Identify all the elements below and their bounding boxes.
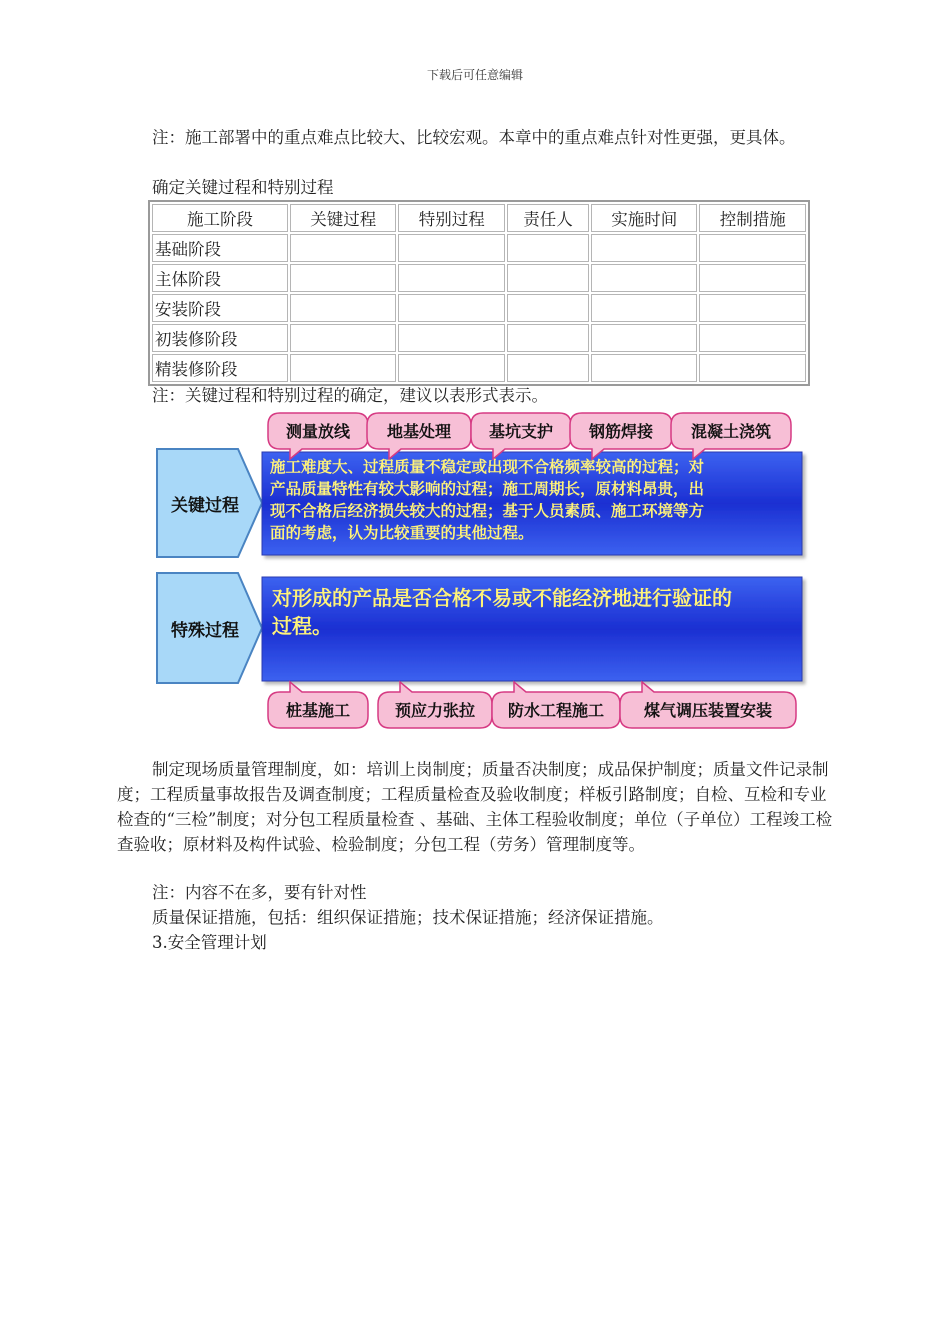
table-header-cell: 责任人 xyxy=(507,204,589,232)
key-process-description-line: 面的考虑，认为比较重要的其他过程。 xyxy=(270,524,534,542)
process-tag-label: 预应力张拉 xyxy=(394,701,476,720)
stage-name-cell: 主体阶段 xyxy=(152,264,288,292)
process-tag-bubble xyxy=(268,682,368,728)
table-header-cell: 实施时间 xyxy=(591,204,697,232)
key-process-arrow xyxy=(157,449,262,557)
stage-name-cell: 精装修阶段 xyxy=(152,354,288,382)
process-tag-label: 混凝土浇筑 xyxy=(690,422,772,441)
quality-system-paragraph: 制定现场质量管理制度，如：培训上岗制度；质量否决制度；成品保护制度；质量文件记录制度；工程质量事故报告及调查制度；工程质量检查及验收制度；样板引路制度；自检、互检和专业检查的“三检”制度；对分包工程质量检查 、基础、主体工程验收制度；单位（子单位）工程竣工检查验收；原材料及构件试验、检验制度；分包工程（劳务）管理制度等。 xyxy=(117,760,833,854)
page-header: 下载后可任意编辑 xyxy=(426,68,523,82)
key-process-description-line: 产品质量特性有较大影响的过程；施工周期长，原材料昂贵，出 xyxy=(270,480,705,498)
key-process-description-line: 现不合格后经济损失较大的过程；基于人员素质、施工环境等方 xyxy=(270,502,705,520)
table-title: 确定关键过程和特别过程 xyxy=(152,178,334,197)
process-tag-label: 钢筋焊接 xyxy=(588,422,654,441)
process-tag-bubble xyxy=(492,682,620,728)
special-process-arrow xyxy=(157,573,262,683)
table-header-cell: 特别过程 xyxy=(398,204,504,232)
key-process-description-line: 施工难度大、过程质量不稳定或出现不合格频率较高的过程；对 xyxy=(270,458,705,476)
quality-measures: 质量保证措施，包括：组织保证措施；技术保证措施；经济保证措施。 xyxy=(152,908,664,927)
process-tag-label: 煤气调压装置安装 xyxy=(643,701,773,720)
table-header-cell: 关键过程 xyxy=(290,204,396,232)
stage-name-cell: 基础阶段 xyxy=(152,234,288,262)
note-paragraph-3: 注：内容不在多，要有针对性 xyxy=(152,883,367,902)
special-process-description-line: 过程。 xyxy=(272,614,332,638)
process-tag-bubble xyxy=(378,682,492,728)
table-header-cell: 控制措施 xyxy=(699,204,806,232)
process-tag-label: 地基处理 xyxy=(386,422,452,441)
stage-name-cell: 安装阶段 xyxy=(152,294,288,322)
section-heading: 3.安全管理计划 xyxy=(152,933,267,952)
note-paragraph-2: 注：关键过程和特别过程的确定，建议以表形式表示。 xyxy=(152,386,548,405)
note-paragraph-1: 注：施工部署中的重点难点比较大、比较宏观。本章中的重点难点针对性更强，更具体。 xyxy=(152,128,796,147)
table-header-cell: 施工阶段 xyxy=(152,204,288,232)
process-tag-label: 测量放线 xyxy=(285,422,351,441)
process-tag-bubble xyxy=(620,682,796,728)
special-process-label: 特殊过程 xyxy=(171,621,239,641)
process-tag-label: 基坑支护 xyxy=(488,422,554,441)
process-tag-label: 防水工程施工 xyxy=(507,701,605,720)
process-tag-label: 桩基施工 xyxy=(285,701,351,720)
key-process-label: 关键过程 xyxy=(171,496,239,516)
special-process-description-line: 对形成的产品是否合格不易或不能经济地进行验证的 xyxy=(272,586,732,610)
stage-name-cell: 初装修阶段 xyxy=(152,324,288,352)
